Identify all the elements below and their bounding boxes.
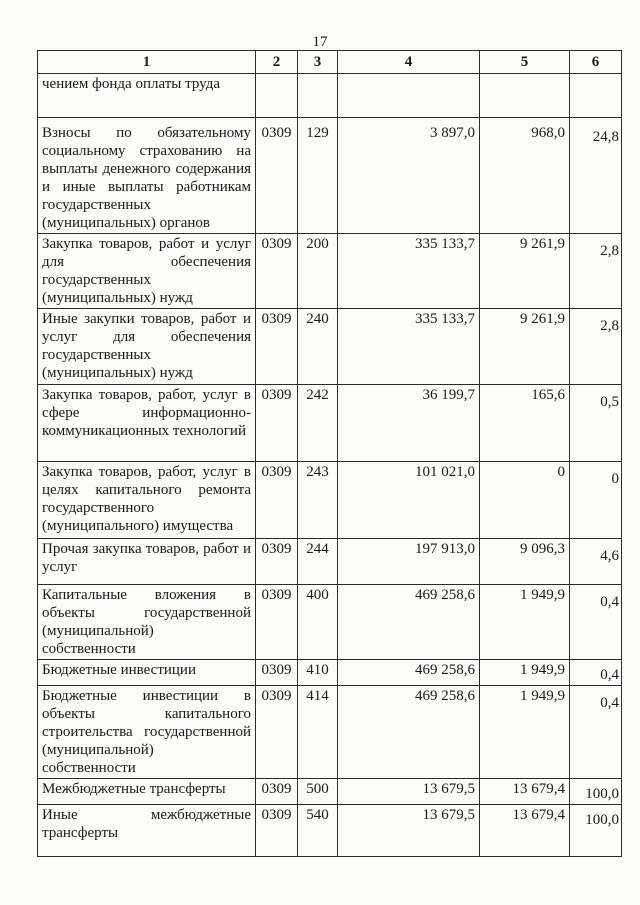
section-code: 0309 (256, 309, 298, 385)
executed-amount: 165,6 (480, 385, 570, 462)
execution-percent: 0,4 (570, 660, 622, 686)
section-code: 0309 (256, 805, 298, 857)
column-header: 6 (570, 51, 622, 74)
execution-percent: 100,0 (570, 805, 622, 857)
execution-percent: 100,0 (570, 779, 622, 805)
execution-percent: 4,6 (570, 539, 622, 585)
executed-amount (480, 74, 570, 118)
expense-type-code: 200 (298, 234, 338, 309)
item-name: Межбюджетные трансферты (38, 779, 256, 805)
item-name: Закупка товаров, работ, услуг в сфере информационно-коммуникационных технологий (38, 385, 256, 462)
item-name: Бюджетные инвестиции в объекты капитального строительства государственной (муниципальной) собственности (38, 686, 256, 779)
executed-amount: 13 679,4 (480, 805, 570, 857)
expense-type-code: 240 (298, 309, 338, 385)
section-code: 0309 (256, 660, 298, 686)
section-code: 0309 (256, 779, 298, 805)
item-name: Закупка товаров, работ, услуг в целях капитального ремонта государственного (муниципального) имущества (38, 462, 256, 539)
expense-type-code: 243 (298, 462, 338, 539)
executed-amount: 9 261,9 (480, 309, 570, 385)
table-row (38, 805, 622, 857)
table-row (38, 385, 622, 462)
approved-amount (338, 74, 480, 118)
column-header: 5 (480, 51, 570, 74)
table-row (38, 686, 622, 779)
execution-percent: 2,8 (570, 234, 622, 309)
table-row (38, 660, 622, 686)
table-row (38, 234, 622, 309)
section-code: 0309 (256, 234, 298, 309)
approved-amount: 36 199,7 (338, 385, 480, 462)
section-code: 0309 (256, 686, 298, 779)
approved-amount: 469 258,6 (338, 686, 480, 779)
approved-amount: 469 258,6 (338, 585, 480, 660)
executed-amount: 9 261,9 (480, 234, 570, 309)
item-name: чением фонда оплаты труда (38, 74, 256, 118)
expense-type-code: 410 (298, 660, 338, 686)
executed-amount: 13 679,4 (480, 779, 570, 805)
expense-type-code (298, 74, 338, 118)
item-name: Прочая закупка товаров, работ и услуг (38, 539, 256, 585)
item-name: Взносы по обязательному социальному страхованию на выплаты денежного содержания и иные выплаты работникам государственных (муниципальных) органов (38, 118, 256, 234)
expense-type-code: 414 (298, 686, 338, 779)
execution-percent: 0,4 (570, 686, 622, 779)
approved-amount: 335 133,7 (338, 234, 480, 309)
approved-amount: 13 679,5 (338, 779, 480, 805)
item-name: Иные закупки товаров, работ и услуг для обеспечения государственных (муниципальных) нужд (38, 309, 256, 385)
item-name: Закупка товаров, работ и услуг для обеспечения государственных (муниципальных) нужд (38, 234, 256, 309)
section-code: 0309 (256, 462, 298, 539)
expense-type-code: 244 (298, 539, 338, 585)
execution-percent: 2,8 (570, 309, 622, 385)
table-row (38, 309, 622, 385)
expense-type-code: 400 (298, 585, 338, 660)
table-row (38, 118, 622, 234)
executed-amount: 0 (480, 462, 570, 539)
item-name: Бюджетные инвестиции (38, 660, 256, 686)
executed-amount: 968,0 (480, 118, 570, 234)
approved-amount: 3 897,0 (338, 118, 480, 234)
column-header: 2 (256, 51, 298, 74)
section-code: 0309 (256, 118, 298, 234)
section-code (256, 74, 298, 118)
execution-percent: 24,8 (570, 118, 622, 234)
item-name: Иные межбюджетные трансферты (38, 805, 256, 857)
execution-percent (570, 74, 622, 118)
execution-percent: 0 (570, 462, 622, 539)
executed-amount: 1 949,9 (480, 585, 570, 660)
table-header (38, 51, 622, 74)
approved-amount: 13 679,5 (338, 805, 480, 857)
page-number: 17 (312, 34, 328, 50)
approved-amount: 469 258,6 (338, 660, 480, 686)
column-header: 1 (38, 51, 256, 74)
approved-amount: 335 133,7 (338, 309, 480, 385)
executed-amount: 1 949,9 (480, 686, 570, 779)
execution-percent: 0,5 (570, 385, 622, 462)
approved-amount: 101 021,0 (338, 462, 480, 539)
expense-type-code: 540 (298, 805, 338, 857)
budget-table (37, 50, 622, 857)
expense-type-code: 242 (298, 385, 338, 462)
expense-type-code: 500 (298, 779, 338, 805)
header-row (38, 51, 622, 74)
executed-amount: 9 096,3 (480, 539, 570, 585)
table-row (38, 779, 622, 805)
executed-amount: 1 949,9 (480, 660, 570, 686)
section-code: 0309 (256, 585, 298, 660)
table-row (38, 462, 622, 539)
section-code: 0309 (256, 539, 298, 585)
table-row (38, 539, 622, 585)
column-header: 4 (338, 51, 480, 74)
column-header: 3 (298, 51, 338, 74)
item-name: Капитальные вложения в объекты государственной (муниципальной) собственности (38, 585, 256, 660)
execution-percent: 0,4 (570, 585, 622, 660)
section-code: 0309 (256, 385, 298, 462)
table-body (38, 74, 622, 857)
approved-amount: 197 913,0 (338, 539, 480, 585)
table-row (38, 74, 622, 118)
table-row (38, 585, 622, 660)
expense-type-code: 129 (298, 118, 338, 234)
